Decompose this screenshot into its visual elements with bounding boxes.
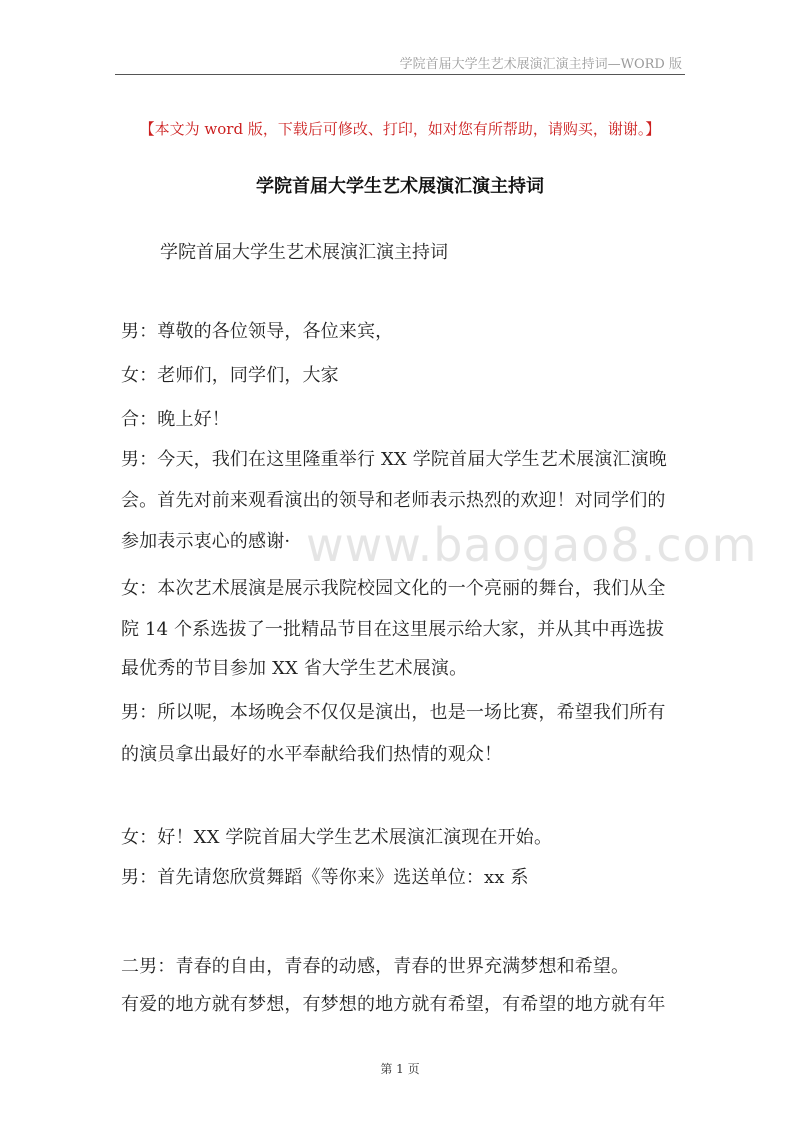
body-line: 二男：青春的自由，青春的动感，青春的世界充满梦想和希望。 — [121, 956, 630, 977]
body-line: 女：本次艺术展演是展示我院校园文化的一个亮丽的舞台，我们从全 — [121, 578, 666, 599]
header-divider — [115, 74, 685, 75]
body-line: 男：今天，我们在这里隆重举行 XX 学院首届大学生艺术展演汇演晚 — [121, 449, 667, 470]
body-line: 最优秀的节目参加 XX 省大学生艺术展演。 — [121, 658, 468, 679]
body-line: 参加表示衷心的感谢· — [121, 531, 291, 552]
body-line: 有爱的地方就有梦想，有梦想的地方就有希望，有希望的地方就有年 — [121, 994, 666, 1015]
body-line: 男：尊敬的各位领导，各位来宾， — [121, 321, 394, 342]
body-line: 的演员拿出最好的水平奉献给我们热情的观众！ — [121, 744, 503, 765]
running-header: 学院首届大学生艺术展演汇演主持词—WORD 版 — [399, 57, 682, 72]
body-line: 会。首先对前来观看演出的领导和老师表示热烈的欢迎！对同学们的 — [121, 490, 666, 511]
body-line: 院 14 个系选拔了一批精品节目在这里展示给大家，并从其中再选拔 — [121, 619, 665, 640]
body-line: 男：首先请您欣赏舞蹈《等你来》选送单位：xx 系 — [121, 867, 529, 888]
purchase-notice: 【本文为 word 版，下载后可修改、打印，如对您有所帮助，请购买，谢谢。】 — [139, 120, 661, 138]
body-line: 男：所以呢，本场晚会不仅仅是演出，也是一场比赛，希望我们所有 — [121, 702, 666, 723]
watermark: www.baogao8.com — [306, 518, 758, 572]
body-line: 女：老师们，同学们，大家 — [121, 365, 339, 386]
body-line: 合：晚上好！ — [121, 409, 230, 430]
document-title: 学院首届大学生艺术展演汇演主持词 — [256, 176, 544, 197]
page-number: 第 1 页 — [380, 1062, 420, 1076]
document-subtitle: 学院首届大学生艺术展演汇演主持词 — [160, 242, 448, 263]
body-line: 女：好！XX 学院首届大学生艺术展演汇演现在开始。 — [121, 827, 553, 848]
